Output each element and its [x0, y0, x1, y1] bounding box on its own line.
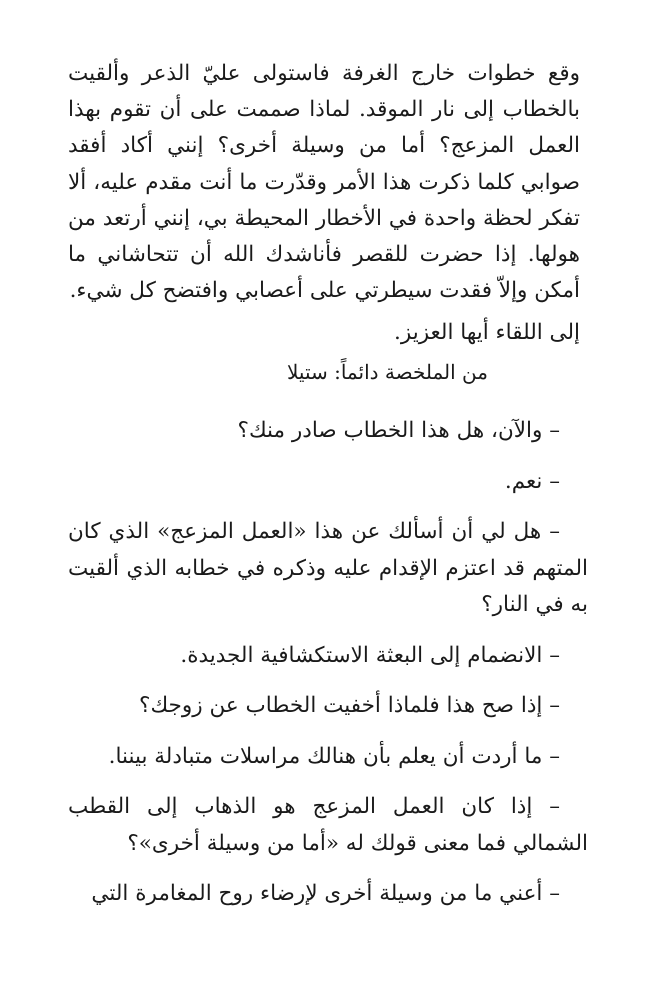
dialogue-line: [68, 789, 588, 862]
dialogue-dash: –: [549, 468, 560, 494]
dialogue: [68, 413, 588, 913]
dialogue-text: هل لي أن أسألك عن هذا «العمل المزعج» الذي كان المتهم قد اعتزم الإقدام عليه وذكره في خطابه الذي ألقيت به في النار؟: [68, 519, 588, 618]
dialogue-text: الانضمام إلى البعثة الاستكشافية الجديدة.: [180, 642, 543, 668]
dialogue-line: [68, 464, 588, 501]
dialogue-dash: –: [549, 794, 560, 820]
dialogue-dash: –: [549, 743, 560, 769]
letter-closing: إلى اللقاء أيها العزيز.: [394, 320, 580, 346]
dialogue-line: [68, 413, 588, 450]
dialogue-text: إذا صح هذا فلماذا أخفيت الخطاب عن زوجك؟: [139, 693, 543, 719]
dialogue-text: ما أردت أن يعلم بأن هنالك مراسلات متبادلة بيننا.: [108, 743, 543, 769]
letter-paragraph: وقع خطوات خارج الغرفة فاستولى عليّ الذعر وألقيت بالخطاب إلى نار الموقد. لماذا صممت على أن تقوم بهذا العمل المزعج؟ أما من وسيلة أخرى؟ إنني أكاد أفقد صوابي كلما ذكرت هذا الأمر وقدّرت ما أنت مقدم عليه، ألا تفكر لحظة واحدة في الأخطار المحيطة بي، إنني أرتعد من هولها. إذا حضرت للقصر فأناشدك الله أن تتحاشاني ما أمكن وإلاّ فقدت سيطرتي على أعصابي وافتضح كل شيء.: [68, 61, 580, 304]
letter-text: [68, 56, 580, 309]
dialogue-text: إذا كان العمل المزعج هو الذهاب إلى القطب الشمالي فما معنى قولك له «أما من وسيلة أخرى»؟: [68, 794, 588, 856]
dialogue-dash: –: [549, 519, 560, 545]
dialogue-dash: –: [549, 642, 560, 668]
dialogue-line: [68, 876, 588, 913]
dialogue-line: [68, 739, 588, 776]
dialogue-line: [68, 514, 588, 624]
dialogue-line: [68, 688, 588, 725]
dialogue-line: [68, 638, 588, 675]
book-page: [68, 56, 588, 927]
dialogue-text: أعني ما من وسيلة أخرى لإرضاء روح المغامرة التي: [91, 881, 543, 907]
dialogue-text: نعم.: [504, 468, 543, 494]
letter-signature: من الملخصة دائماً: ستيلا: [286, 360, 488, 385]
dialogue-text: والآن، هل هذا الخطاب صادر منك؟: [237, 418, 543, 444]
dialogue-dash: –: [549, 881, 560, 907]
dialogue-dash: –: [549, 418, 560, 444]
dialogue-dash: –: [549, 693, 560, 719]
